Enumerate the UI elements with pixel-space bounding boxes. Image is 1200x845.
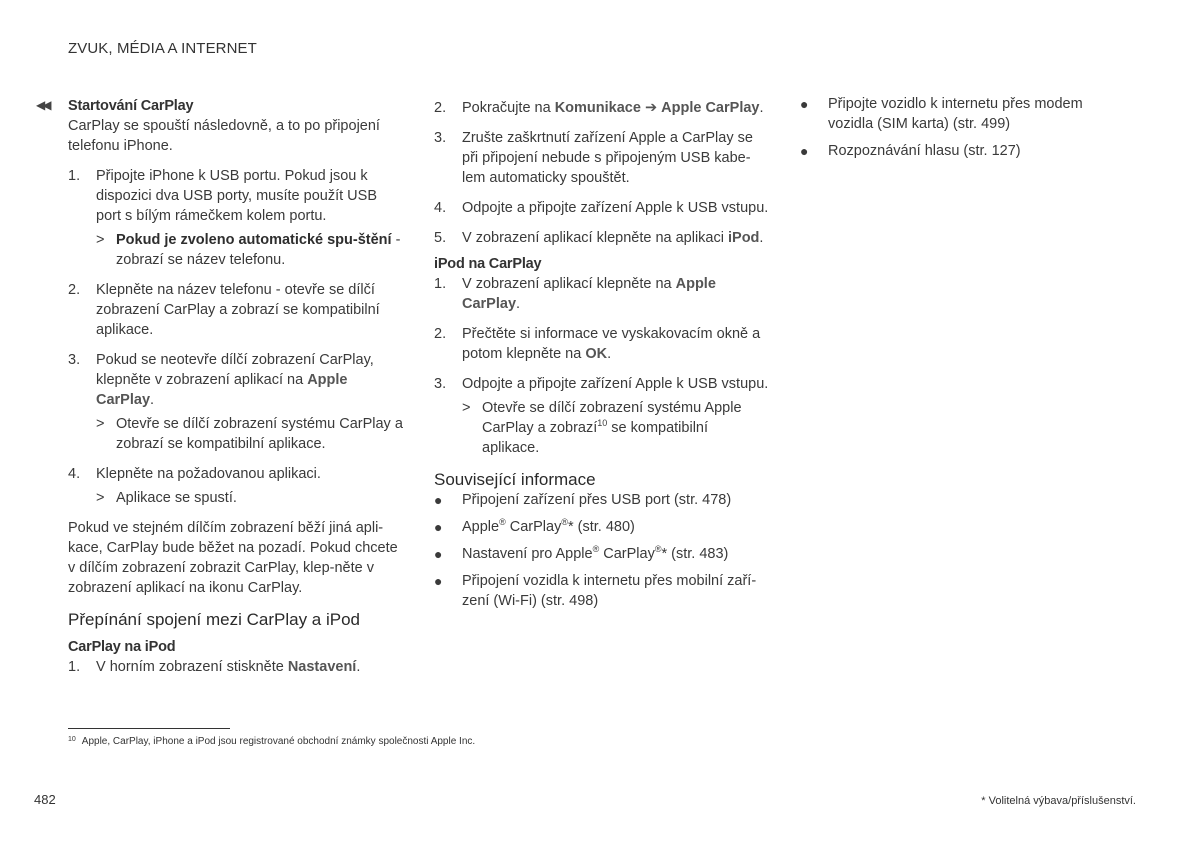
ui-term: Apple CarPlay [462,276,716,312]
ui-term: Nastavení [287,659,357,675]
result-marker: > [462,400,471,416]
related-title: Související informace [434,470,596,489]
bullet-icon: ● [434,546,443,562]
column-3 [800,94,1110,161]
result-marker: > [96,490,105,506]
result-marker: > [96,416,105,432]
footnote-number: 10 [68,736,76,743]
section-subtitle: CarPlay na iPod [68,639,176,655]
list-item: 3. Pokud se neotevře dílčí zobrazení CarPlay, klepněte v zobrazení aplikací na Apple CarPlay. [68,352,374,408]
list-item: 4. Klepněte na požadovanou aplikaci. [68,466,321,482]
list-item: 3. Zrušte zaškrtnutí zařízení Apple a CarPlay se při připojení nebude s připojeným USB kabe-lem automaticky spouštět. [434,130,753,186]
related-link[interactable]: ● Připojení vozidla k internetu přes mobilní zaří-zení (Wi-Fi) (str. 498) [434,573,757,609]
list-item: 1. V horním zobrazení stiskněte Nastavení. [68,659,361,675]
list-item: 2. Přečtěte si informace ve vyskakovacím okně a potom klepněte na OK. [434,326,761,362]
section-subtitle: Startování CarPlay [68,98,194,114]
section-title: Přepínání spojení mezi CarPlay a iPod [68,610,360,629]
ui-term: OK [585,346,608,362]
ui-term: Komunikace [554,100,641,116]
previous-page-icon[interactable]: ◀◀ [36,98,49,112]
list-item: 2. Klepněte na název telefonu - otevře se dílčí zobrazení CarPlay a zobrazí se kompatibilní aplikace. [68,282,380,338]
column-2 [434,98,769,611]
section-subtitle: iPod na CarPlay [434,256,542,272]
ui-term: Apple CarPlay [96,372,348,408]
body-paragraph: Pokud ve stejném dílčím zobrazení běží jiná apli-kace, CarPlay bude běžet na pozadí. Pokud chcete v dílčím zobrazení zobrazit CarPlay, klep-něte v zobrazení aplikací na ikonu CarPlay. [68,520,398,596]
ui-term: iPod [728,230,760,246]
bullet-icon: ● [434,573,443,589]
arrow-right-icon: ➔ [644,100,658,116]
list-item: 2. Pokračujte na Komunikace ➔ Apple CarPlay. [434,100,764,116]
footnote-divider [68,728,230,729]
footnote [68,732,475,752]
list-item: 1. Připojte iPhone k USB portu. Pokud jsou k dispozici dva USB porty, musíte použít USB port s bílým rámečkem kolem portu. [68,168,377,224]
list-item: 1. V zobrazení aplikací klepněte na Apple CarPlay. [434,276,716,312]
list-item: 3. Odpojte a připojte zařízení Apple k USB vstupu. [434,376,769,392]
result-item: > Aplikace se spustí. [96,490,237,506]
footnote-ref: 10 [597,418,608,428]
page-header: ZVUK, MÉDIA A INTERNET [68,40,257,57]
bullet-icon: ● [434,492,443,508]
result-marker: > [96,232,105,248]
result-item: > Otevře se dílčí zobrazení systému Apple CarPlay a zobrazí$^{10}$ se kompatibilní aplikace. [462,400,742,456]
related-link[interactable]: ● Rozpoznávání hlasu (str. 127) [800,143,1021,159]
page-number: 482 [34,792,56,807]
related-link[interactable]: ● Připojení zařízení přes USB port (str. 478) [434,492,732,508]
ui-term: Apple CarPlay [661,100,760,116]
list-item: 4. Odpojte a připojte zařízení Apple k USB vstupu. [434,200,769,216]
related-link[interactable]: ● Nastavení pro Apple® CarPlay®* (str. 483) [434,544,729,562]
related-link[interactable]: ● Připojte vozidlo k internetu přes modem vozidla (SIM karta) (str. 499) [800,96,1083,132]
intro-paragraph: CarPlay se spouští následovně, a to po připojení telefonu iPhone. [68,118,380,154]
list-item: 5. V zobrazení aplikací klepněte na aplikaci iPod. [434,230,764,246]
related-link[interactable]: ● Apple® CarPlay®* (str. 480) [434,517,635,535]
bullet-icon: ● [434,519,443,535]
bullet-icon: ● [800,143,809,159]
column-1 [68,96,403,677]
result-item: > Otevře se dílčí zobrazení systému CarPlay a zobrazí se kompatibilní aplikace. [96,416,403,452]
result-item: > Pokud je zvoleno automatické spu-štění - zobrazí se název telefonu. [96,232,401,268]
footnote-text: Apple, CarPlay, iPhone a iPod jsou registrované obchodní známky společnosti Apple Inc. [81,736,476,747]
footer-note: * Volitelná výbava/příslušenství. [981,795,1136,807]
bullet-icon: ● [800,96,809,112]
